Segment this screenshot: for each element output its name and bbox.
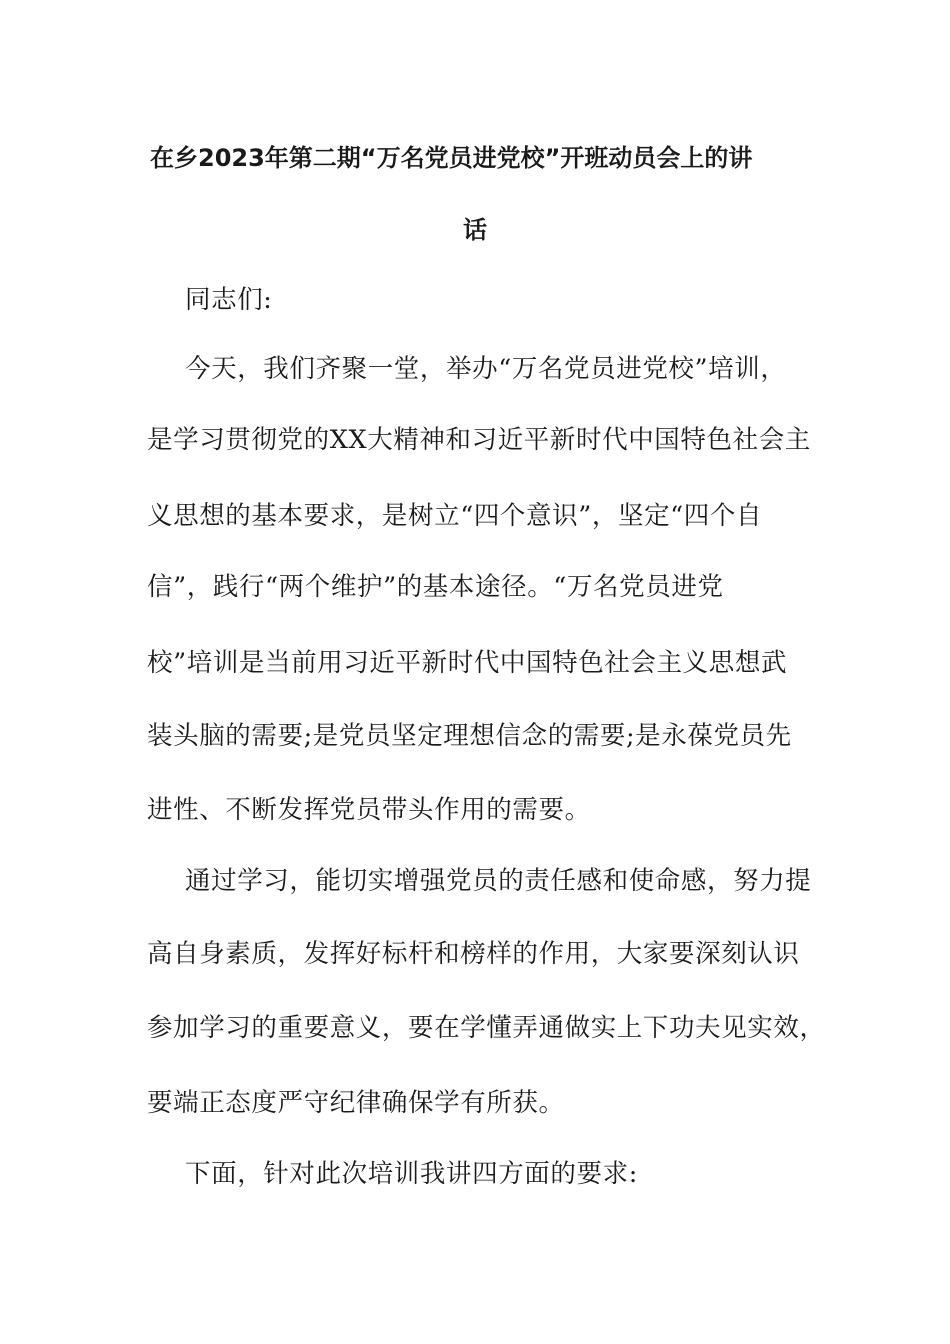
paragraph-2-line-3: 参加学习的重要意义，要在学懂弄通做实上下功夫见实效， <box>147 1013 826 1043</box>
document-title-line-2: 话 <box>463 216 487 244</box>
paragraph-1-line-4: 信”，践行“两个维护”的基本途径。“万名党员进党 <box>147 572 724 602</box>
paragraph-1-line-3: 义思想的基本要求，是树立“四个意识”，坚定“四个自 <box>147 501 763 531</box>
paragraph-1-line-2: 是学习贯彻党的XX大精神和习近平新时代中国特色社会主 <box>147 425 811 455</box>
paragraph-1-line-6: 装头脑的需要;是党员坚定理想信念的需要;是永葆党员先 <box>147 721 792 751</box>
document-title-line-1: 在乡2023年第二期“万名党员进党校”开班动员会上的讲 <box>150 144 753 172</box>
paragraph-1-line-7: 进性、不断发挥党员带头作用的需要。 <box>147 795 591 825</box>
paragraph-2-line-4: 要端正态度严守纪律确保学有所获。 <box>147 1088 565 1118</box>
paragraph-2-line-1: 通过学习，能切实增强党员的责任感和使命感，努力提 <box>185 866 812 896</box>
paragraph-3-line-1: 下面，针对此次培训我讲四方面的要求: <box>185 1159 638 1189</box>
paragraph-1-line-1: 今天，我们齐聚一堂，举办“万名党员进党校”培训， <box>185 354 787 384</box>
salutation: 同志们: <box>185 285 273 315</box>
paragraph-2-line-2: 高自身素质，发挥好标杆和榜样的作用，大家要深刻认识 <box>147 939 800 969</box>
paragraph-1-line-5: 校”培训是当前用习近平新时代中国特色社会主义思想武 <box>147 648 788 678</box>
